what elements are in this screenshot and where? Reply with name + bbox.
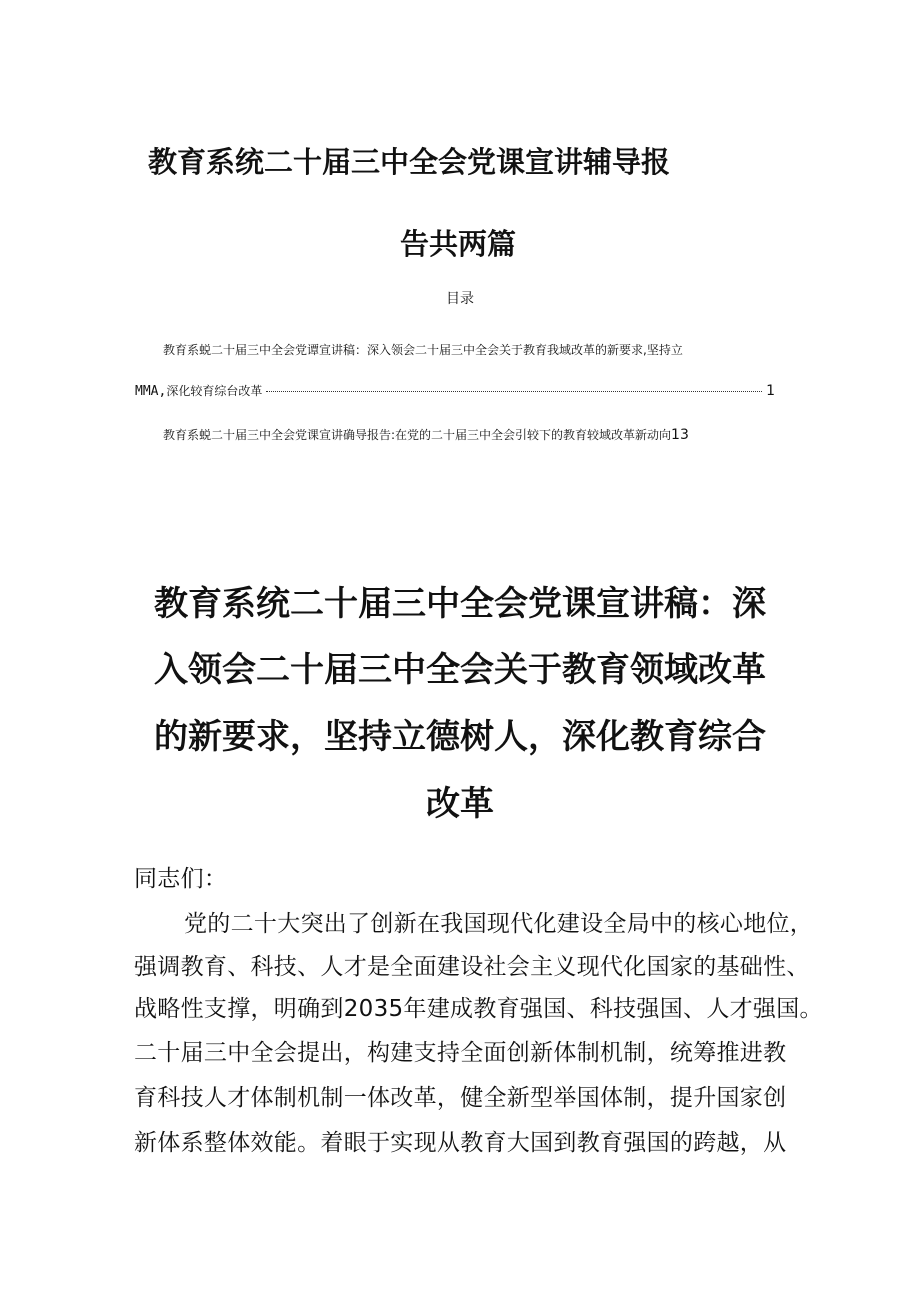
body-line-5: 育科技人才体制机制一体改革，健全新型举国体制，提升国家创 <box>134 1085 787 1111</box>
body-line-2: 强调教育、科技、人才是全面建设社会主义现代化国家的基础性、 <box>134 954 810 980</box>
toc-entry-1-line1[interactable]: 教育系蜕二十届三中全会党谭宣讲稿：深入领会二十届三中全会关于教育我域改革的新要求,坚持立 <box>163 343 683 357</box>
section-title-line1: 教育系统二十届三中全会党课宣讲稿：深 <box>154 584 766 625</box>
toc-entry-1-text: 深化较育综台改革 <box>166 384 263 398</box>
document-title-line2: 告共两篇 <box>400 227 517 261</box>
section-title-line4: 改革 <box>426 784 494 825</box>
section-title-line2: 入领会二十届三中全会关于教育领域改革 <box>154 650 766 691</box>
toc-entry-2-text: 教育系蜕二十届三中全会党课宣讲确导报告:在党的二十届三中全会引较下的教育较域改革新动向 <box>163 428 672 442</box>
toc-entry-2-page: 13 <box>671 427 689 443</box>
toc-entry-1-code: MMA, <box>135 384 167 399</box>
salutation: 同志们： <box>134 866 228 892</box>
body-line-4: 二十届三中全会提出，构建支持全面创新体制机制，统筹推进教 <box>134 1040 787 1066</box>
toc-entry-1-page: 1 <box>766 383 775 399</box>
document-title-line1: 教育系统二十届三中全会党课宣讲辅导报 <box>148 145 671 179</box>
body-line-6: 新体系整体效能。着眼于实现从教育大国到教育强国的跨越，从 <box>134 1130 787 1156</box>
body-line-3: 战略性支撑，明确到2035年建成教育强国、科技强国、人才强国。 <box>134 996 823 1022</box>
body-line-1: 党的二十大突出了创新在我国现代化建设全局中的核心地位， <box>184 911 814 937</box>
toc-leader-dots <box>266 391 762 392</box>
toc-entry-2[interactable] <box>163 426 689 443</box>
toc-heading: 目录 <box>446 291 474 307</box>
toc-entry-1-line2[interactable] <box>135 382 775 399</box>
section-title-line3: 的新要求，坚持立德树人，深化教育综合 <box>154 717 766 758</box>
